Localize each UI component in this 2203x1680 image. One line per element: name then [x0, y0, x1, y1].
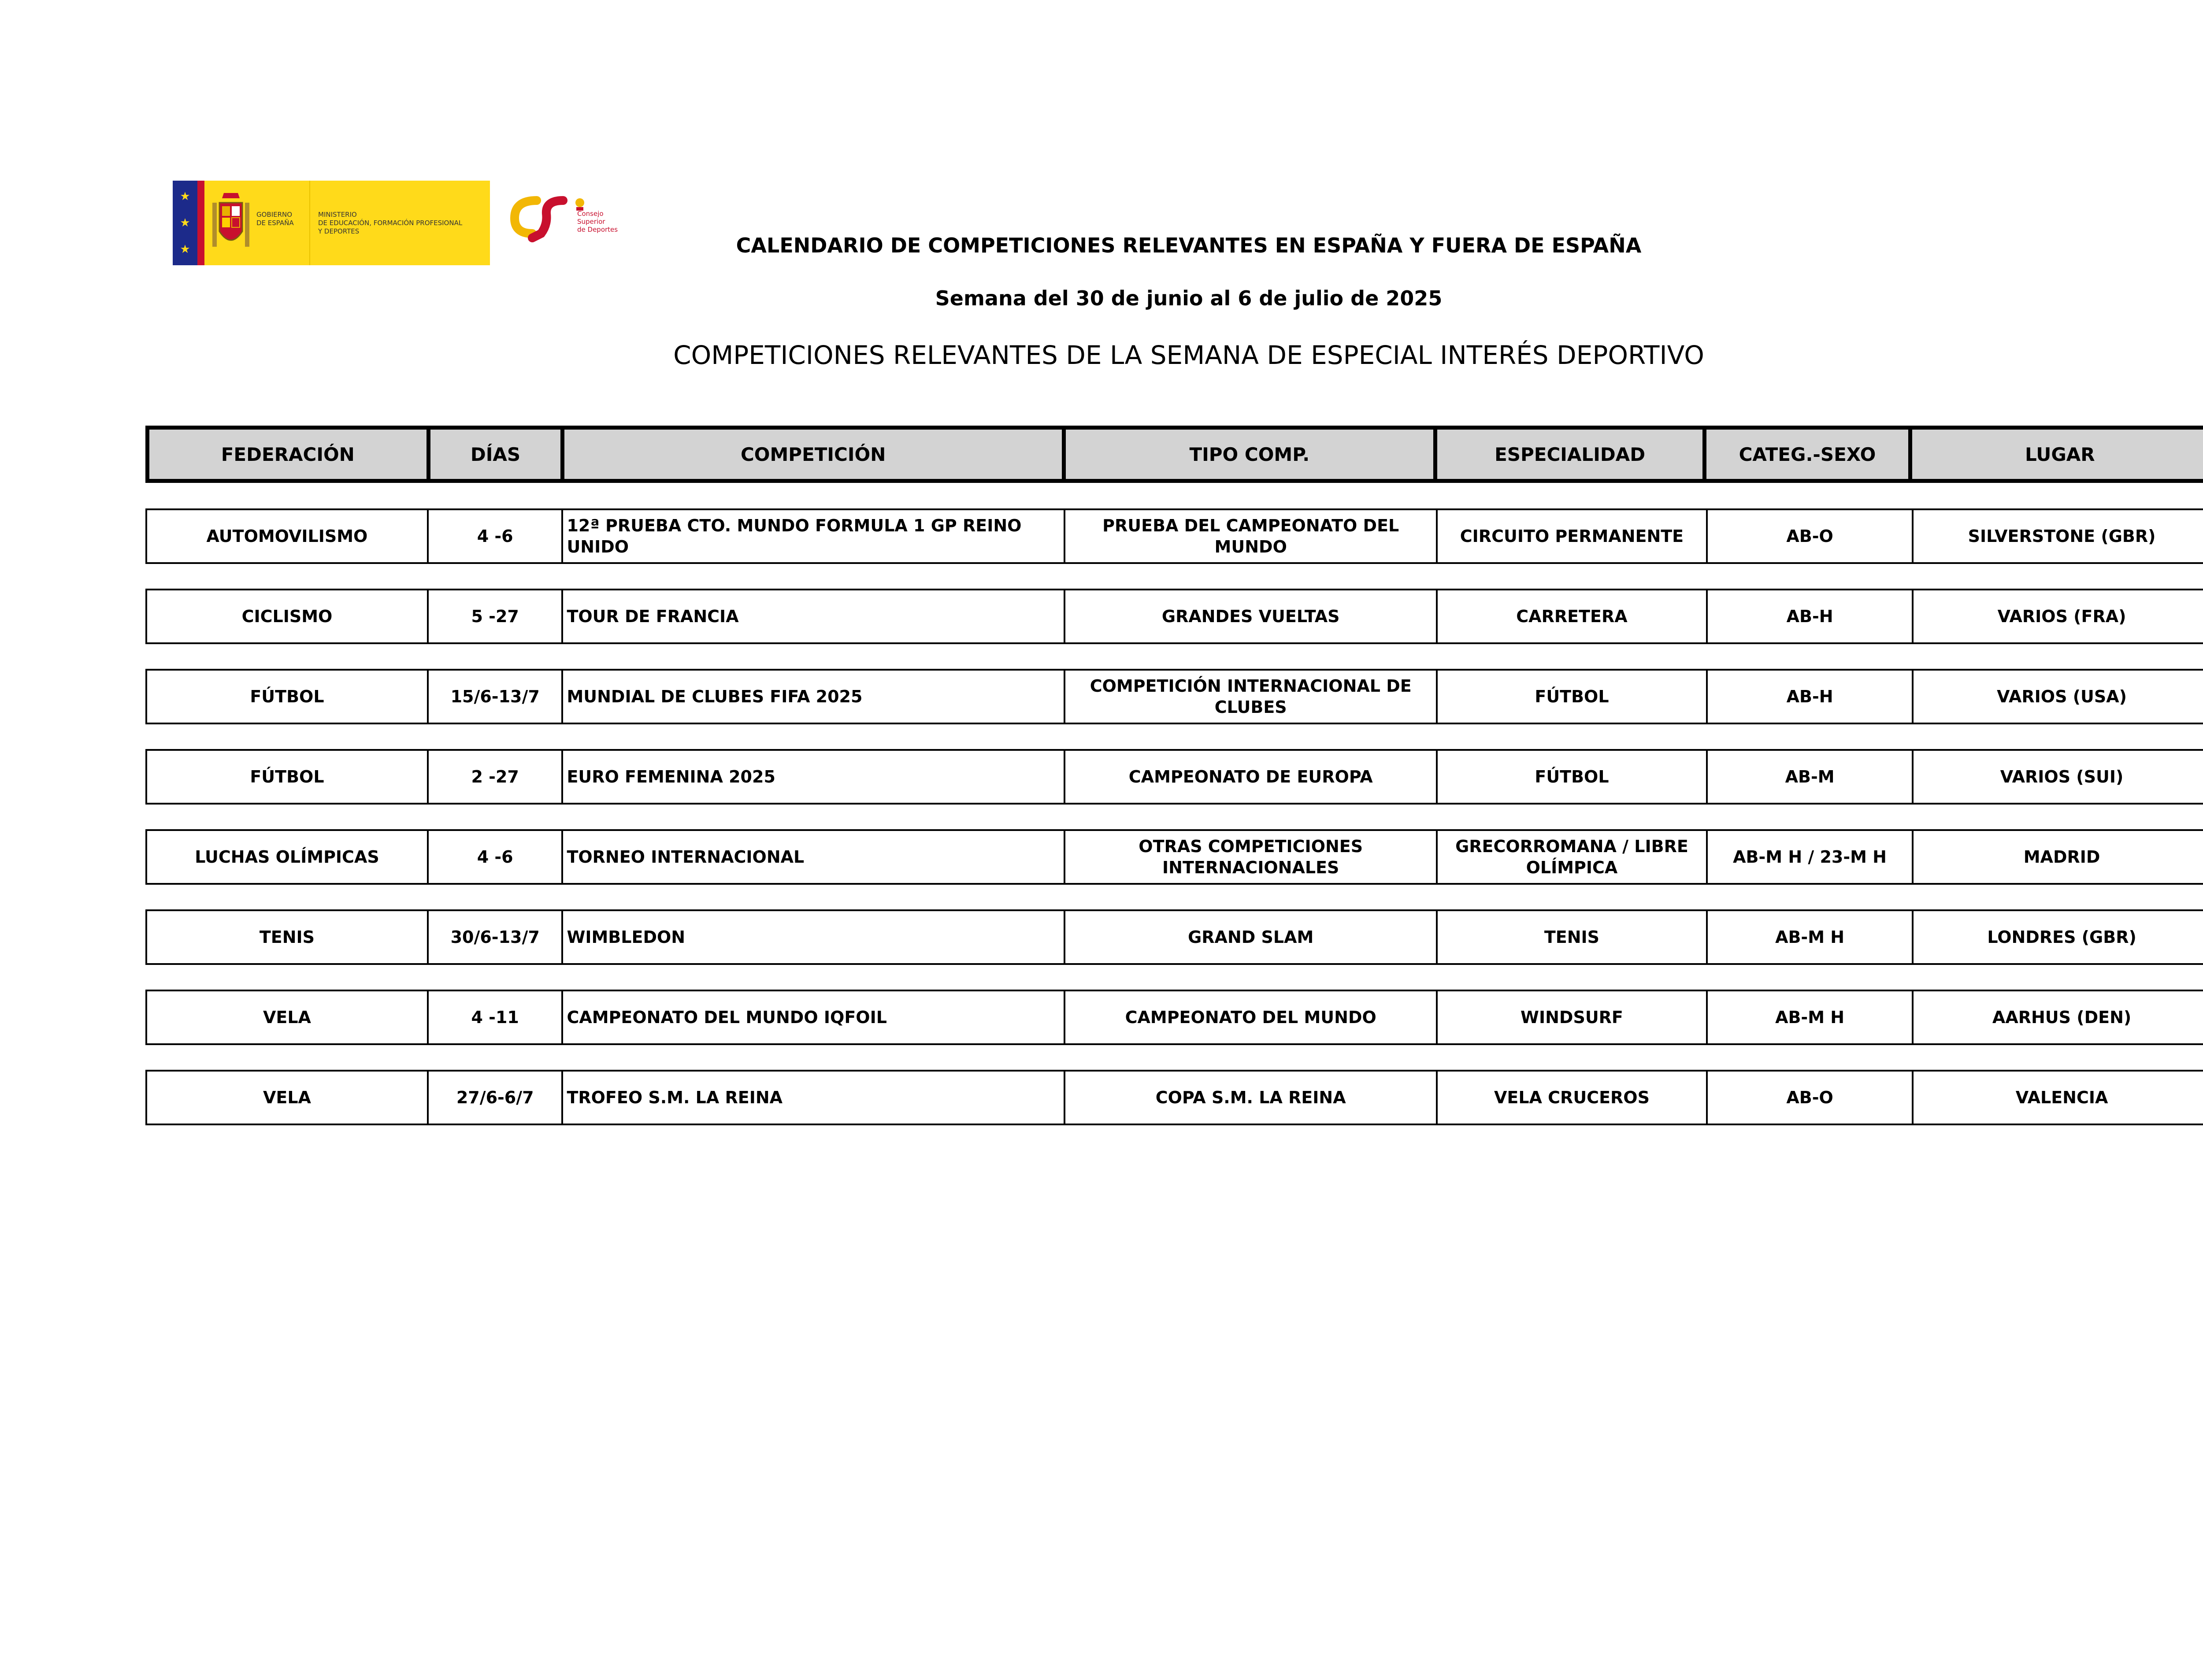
table-row — [145, 749, 2203, 805]
table-header — [145, 426, 2203, 483]
cell-lugar: AARHUS (DEN) — [1992, 1008, 2132, 1027]
gov-line: GOBIERNO — [256, 211, 293, 219]
cell-tipo-comp: COPA S.M. LA REINA — [1065, 1072, 1438, 1124]
cell-tipo-comp: GRANDES VUELTAS — [1065, 590, 1438, 642]
table-row — [145, 508, 2203, 564]
week-range: Semana del 30 de junio al 6 de julio de 2025 — [935, 286, 1443, 310]
cell-federacion: AUTOMOVILISMO — [147, 510, 429, 562]
ministry-line: DE EDUCACIÓN, FORMACIÓN PROFESIONAL — [318, 219, 463, 227]
cell-categ-sexo: AB-M H / 23-M H — [1708, 831, 1914, 883]
gov-line: DE ESPAÑA — [256, 219, 294, 227]
cell-especialidad: FÚTBOL — [1438, 671, 1708, 723]
cell-federacion: VELA — [147, 1072, 429, 1124]
ministerio-text — [318, 211, 486, 236]
table-row — [145, 1070, 2203, 1125]
cell-categ-sexo: AB-M H — [1708, 991, 1914, 1043]
cell-lugar: VARIOS (USA) — [1997, 687, 2127, 706]
cell-lugar: MADRID — [2023, 847, 2100, 867]
cell-lugar: LONDRES (GBR) — [1987, 927, 2136, 947]
cell-lugar: SILVERSTONE (GBR) — [1968, 527, 2156, 546]
star-icon: ★ — [180, 243, 190, 256]
column-header-federacion: FEDERACIÓN — [149, 430, 430, 479]
table-row — [145, 589, 2203, 644]
column-header-competicion: COMPETICIÓN — [564, 430, 1066, 479]
cell-categ-sexo: AB-O — [1708, 1072, 1914, 1124]
ministry-line: MINISTERIO — [318, 211, 357, 219]
cell-dias: 4 -6 — [429, 510, 564, 562]
cell-dias: 15/6-13/7 — [429, 671, 564, 723]
cell-categ-sexo: AB-M H — [1708, 911, 1914, 963]
cell-especialidad: TENIS — [1438, 911, 1708, 963]
cell-especialidad: VELA CRUCEROS — [1438, 1072, 1708, 1124]
cell-competicion: CAMPEONATO DEL MUNDO IQFOIL — [563, 991, 1065, 1043]
cell-competicion: WIMBLEDON — [563, 911, 1065, 963]
cell-federacion: TENIS — [147, 911, 429, 963]
cell-dias: 27/6-6/7 — [429, 1072, 564, 1124]
table-row — [145, 669, 2203, 724]
cell-dias: 4 -11 — [429, 991, 564, 1043]
cell-especialidad: WINDSURF — [1438, 991, 1708, 1043]
cell-competicion: EURO FEMENINA 2025 — [563, 751, 1065, 803]
column-header-especialidad: ESPECIALIDAD — [1437, 430, 1707, 479]
cell-especialidad: GRECORROMANA / LIBRE OLÍMPICA — [1438, 831, 1708, 883]
cell-categ-sexo: AB-H — [1708, 590, 1914, 642]
cell-competicion: TROFEO S.M. LA REINA — [563, 1072, 1065, 1124]
gobierno-text — [256, 211, 305, 227]
cell-competicion: TORNEO INTERNACIONAL — [563, 831, 1065, 883]
cell-federacion: LUCHAS OLÍMPICAS — [147, 831, 429, 883]
cell-federacion: FÚTBOL — [147, 751, 429, 803]
cell-federacion: CICLISMO — [147, 590, 429, 642]
cell-competicion: 12ª PRUEBA CTO. MUNDO FORMULA 1 GP REINO UNIDO — [563, 510, 1065, 562]
cell-tipo-comp: CAMPEONATO DEL MUNDO — [1065, 991, 1438, 1043]
table-row — [145, 829, 2203, 885]
cell-competicion: TOUR DE FRANCIA — [563, 590, 1065, 642]
column-header-dias: DÍAS — [430, 430, 565, 479]
table-row — [145, 990, 2203, 1045]
cell-federacion: FÚTBOL — [147, 671, 429, 723]
cell-tipo-comp: GRAND SLAM — [1065, 911, 1438, 963]
cell-lugar: VARIOS (FRA) — [1997, 607, 2126, 626]
cell-categ-sexo: AB-M — [1708, 751, 1914, 803]
star-icon: ★ — [180, 190, 190, 203]
column-header-categ-sexo: CATEG.-SEXO — [1706, 430, 1912, 479]
section-subtitle: COMPETICIONES RELEVANTES DE LA SEMANA DE ESPECIAL INTERÉS DEPORTIVO — [673, 340, 1704, 370]
cell-dias: 4 -6 — [429, 831, 564, 883]
cell-categ-sexo: AB-O — [1708, 510, 1914, 562]
cell-categ-sexo: AB-H — [1708, 671, 1914, 723]
star-icon: ★ — [180, 216, 190, 230]
cell-dias: 5 -27 — [429, 590, 564, 642]
cell-especialidad: FÚTBOL — [1438, 751, 1708, 803]
cell-especialidad: CIRCUITO PERMANENTE — [1438, 510, 1708, 562]
csd-text — [577, 210, 618, 234]
ministry-line: Y DEPORTES — [318, 227, 360, 235]
csd-line: Consejo — [577, 210, 604, 218]
table-row — [145, 909, 2203, 965]
cell-especialidad: CARRETERA — [1438, 590, 1708, 642]
column-header-tipo-comp: TIPO COMP. — [1066, 430, 1437, 479]
document-title: CALENDARIO DE COMPETICIONES RELEVANTES EN ESPAÑA Y FUERA DE ESPAÑA — [736, 234, 1642, 257]
cell-tipo-comp: OTRAS COMPETICIONES INTERNACIONALES — [1065, 831, 1438, 883]
cell-federacion: VELA — [147, 991, 429, 1043]
cell-lugar: VARIOS (SUI) — [2000, 767, 2124, 786]
cell-dias: 2 -27 — [429, 751, 564, 803]
column-header-lugar: LUGAR — [2025, 443, 2095, 465]
cell-tipo-comp: CAMPEONATO DE EUROPA — [1065, 751, 1438, 803]
cell-lugar: VALENCIA — [2015, 1088, 2108, 1107]
cell-competicion: MUNDIAL DE CLUBES FIFA 2025 — [563, 671, 1065, 723]
cell-tipo-comp: COMPETICIÓN INTERNACIONAL DE CLUBES — [1065, 671, 1438, 723]
cell-tipo-comp: PRUEBA DEL CAMPEONATO DEL MUNDO — [1065, 510, 1438, 562]
csd-line: de Deportes — [577, 226, 618, 234]
cell-dias: 30/6-13/7 — [429, 911, 564, 963]
csd-line: Superior — [577, 218, 605, 226]
